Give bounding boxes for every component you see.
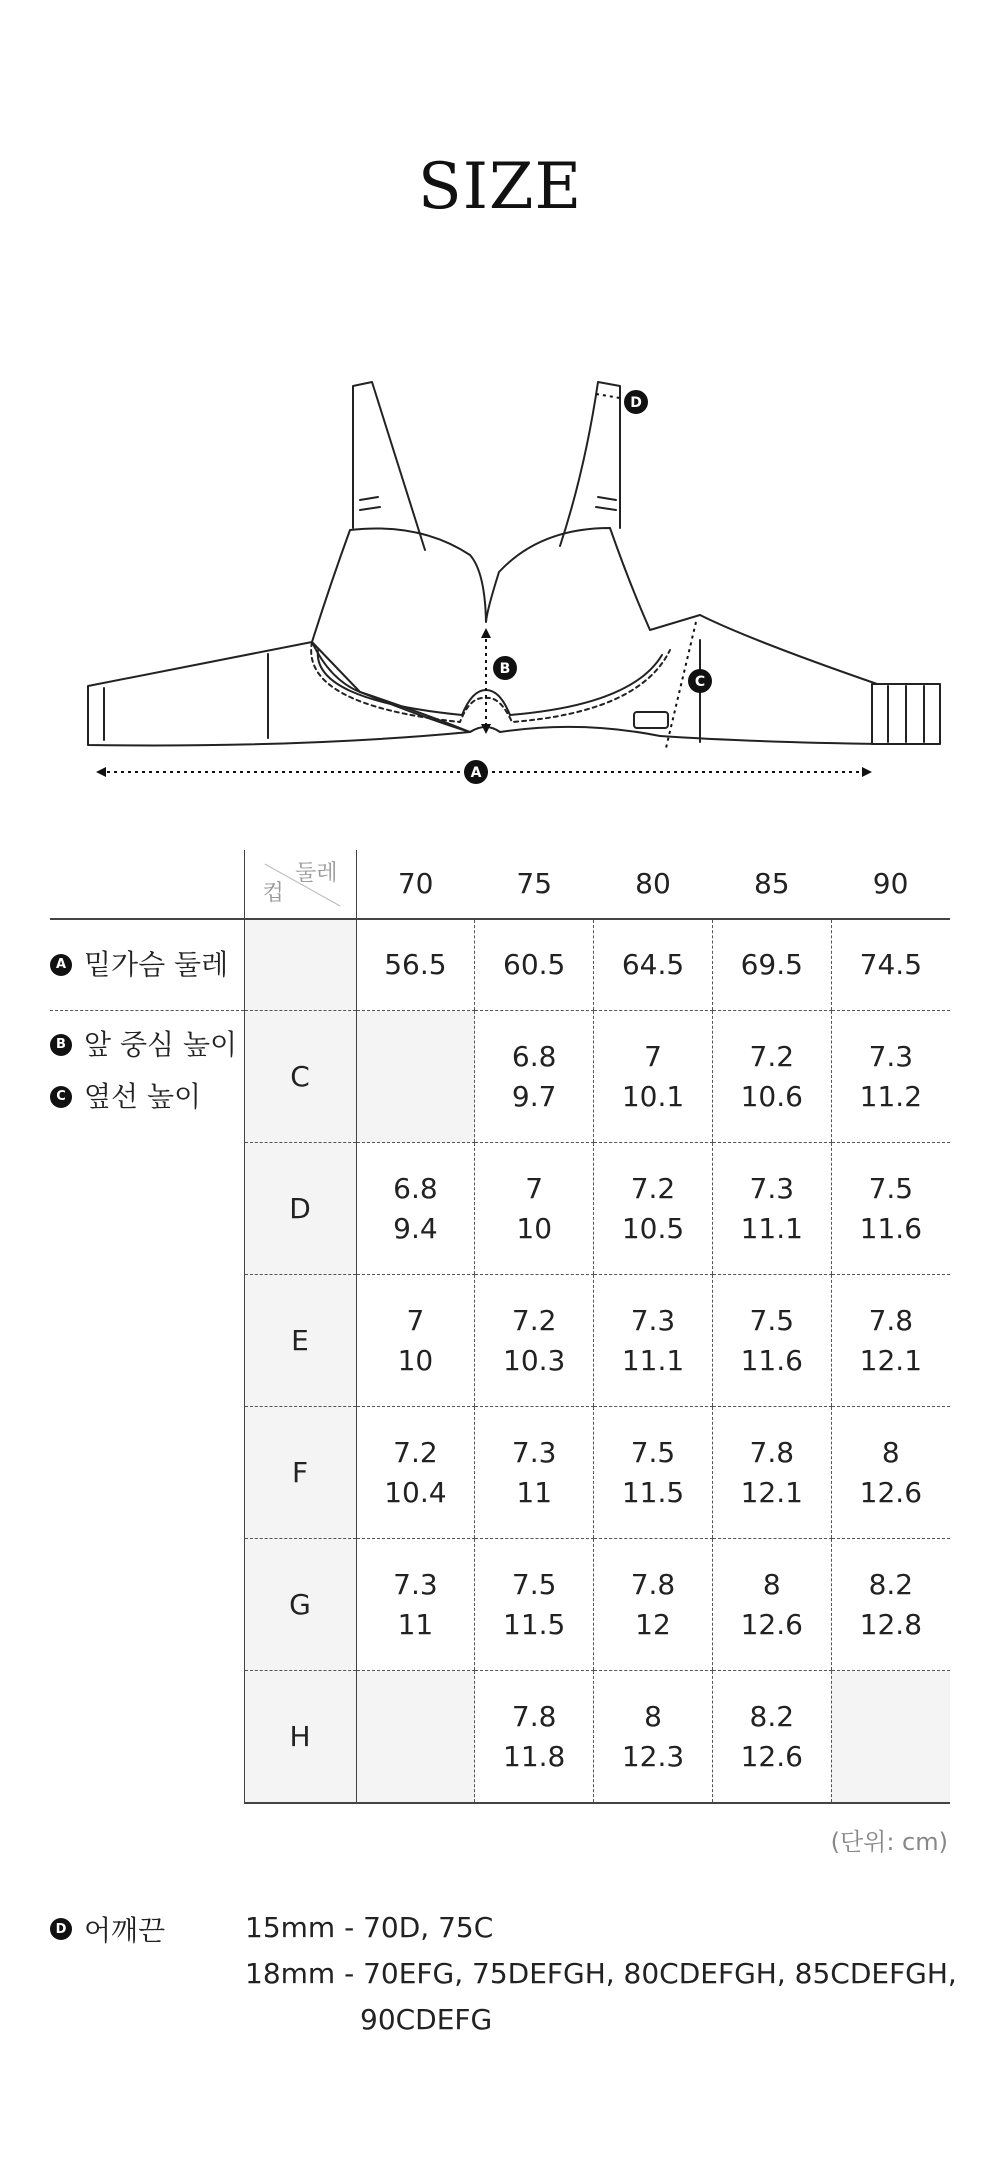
band-header: 70 bbox=[356, 850, 475, 919]
cup-label: F bbox=[244, 1407, 356, 1539]
side-height-value: 12.8 bbox=[859, 1607, 923, 1641]
side-height-value: 11.5 bbox=[621, 1475, 685, 1509]
underbust-value: 64.5 bbox=[594, 919, 713, 1011]
size-cell bbox=[594, 1011, 713, 1143]
center-height-value: 7.8 bbox=[630, 1567, 676, 1601]
empty-cell bbox=[356, 1011, 475, 1143]
unit-note: (단위: cm) bbox=[830, 1828, 948, 1856]
center-height-value: 7.8 bbox=[868, 1303, 914, 1337]
side-height-value: 11.8 bbox=[503, 1739, 566, 1773]
center-height-value: 7.3 bbox=[511, 1435, 557, 1469]
side-height-value: 10 bbox=[397, 1343, 434, 1377]
header-blank bbox=[50, 850, 244, 919]
center-height-value: 7.2 bbox=[393, 1435, 438, 1469]
underbust-label-cell bbox=[50, 919, 244, 1011]
underbust-value: 74.5 bbox=[831, 919, 950, 1011]
marker-a-icon: A bbox=[50, 954, 72, 976]
center-height-value: 7.2 bbox=[511, 1303, 557, 1337]
center-height-value: 7.5 bbox=[868, 1171, 914, 1205]
size-cell bbox=[712, 1539, 831, 1671]
side-height-value: 11.5 bbox=[503, 1607, 566, 1641]
size-cell bbox=[475, 1011, 594, 1143]
band-header: 75 bbox=[475, 850, 594, 919]
cup-label: H bbox=[244, 1671, 356, 1804]
center-height-value: 7.8 bbox=[749, 1435, 795, 1469]
side-height-value: 10 bbox=[516, 1211, 553, 1245]
strap-width-list bbox=[245, 1905, 965, 2043]
size-cell bbox=[831, 1143, 950, 1275]
bra-measurement-diagram bbox=[0, 360, 1000, 800]
empty-cell bbox=[356, 1671, 475, 1804]
marker-d-icon: D bbox=[50, 1918, 72, 1940]
size-cell bbox=[356, 1539, 475, 1671]
cup-row-c bbox=[50, 1011, 950, 1143]
underbust-cup-cell bbox=[244, 919, 356, 1011]
underbust-label bbox=[50, 945, 244, 985]
center-height-value: 7.8 bbox=[511, 1699, 557, 1733]
underbust-value: 60.5 bbox=[475, 919, 594, 1011]
center-height-value: 7.3 bbox=[393, 1567, 438, 1601]
side-height-value: 12.6 bbox=[740, 1607, 803, 1641]
table-header-row bbox=[50, 850, 950, 919]
underbust-row bbox=[50, 919, 950, 1011]
center-height-value: 7.2 bbox=[749, 1039, 795, 1073]
center-height-value: 8 bbox=[644, 1699, 662, 1733]
size-cell bbox=[475, 1671, 594, 1804]
strap-width-line: 90CDEFG bbox=[360, 2003, 493, 2036]
side-height-value: 11.1 bbox=[740, 1211, 803, 1245]
side-height-value: 11 bbox=[516, 1475, 553, 1509]
size-cell bbox=[594, 1143, 713, 1275]
marker-c-letter: C bbox=[694, 674, 706, 690]
center-height-value: 7 bbox=[406, 1303, 425, 1337]
size-cell bbox=[712, 1011, 831, 1143]
center-height-value: 7.3 bbox=[749, 1171, 795, 1205]
size-cell bbox=[594, 1671, 713, 1804]
size-cell bbox=[712, 1275, 831, 1407]
size-cell bbox=[475, 1539, 594, 1671]
center-height-value: 7.3 bbox=[868, 1039, 914, 1073]
size-cell bbox=[356, 1143, 475, 1275]
cup-label: C bbox=[244, 1011, 356, 1143]
size-cell bbox=[831, 1407, 950, 1539]
cup-label: E bbox=[244, 1275, 356, 1407]
center-height-value: 7.3 bbox=[630, 1303, 676, 1337]
side-height-label bbox=[50, 1077, 244, 1117]
underbust-value: 69.5 bbox=[712, 919, 831, 1011]
side-height-value: 12.1 bbox=[740, 1475, 803, 1509]
side-height-value: 10.3 bbox=[503, 1343, 566, 1377]
side-height-value: 11.6 bbox=[859, 1211, 923, 1245]
side-height-value: 12.1 bbox=[859, 1343, 923, 1377]
band-header: 85 bbox=[712, 850, 831, 919]
strap-width-line: 18mm - 70EFG, 75DEFGH, 80CDEFGH, 85CDEFGH, bbox=[245, 1957, 957, 1990]
side-height-value: 10.1 bbox=[621, 1079, 685, 1113]
side-height-value: 10.6 bbox=[740, 1079, 803, 1113]
center-height-value: 7.5 bbox=[630, 1435, 676, 1469]
side-height-value: 9.4 bbox=[393, 1211, 438, 1245]
center-height-value: 8.2 bbox=[868, 1567, 914, 1601]
side-height-value: 12 bbox=[635, 1607, 671, 1641]
size-cell bbox=[831, 1275, 950, 1407]
right-strap bbox=[560, 382, 620, 546]
side-height-value: 10.4 bbox=[384, 1475, 447, 1509]
size-table bbox=[50, 850, 950, 1804]
strap-label bbox=[50, 1909, 165, 1949]
side-height-label-text: 옆선 높이 bbox=[84, 1080, 202, 1113]
marker-c-icon: C bbox=[50, 1086, 72, 1108]
center-height-value: 6.8 bbox=[393, 1171, 438, 1205]
left-strap bbox=[353, 382, 425, 550]
size-cell bbox=[831, 1011, 950, 1143]
size-cell bbox=[356, 1275, 475, 1407]
marker-d-letter: D bbox=[630, 395, 642, 411]
side-height-value: 9.7 bbox=[511, 1079, 557, 1113]
side-height-value: 10.5 bbox=[621, 1211, 685, 1245]
empty-cell bbox=[831, 1671, 950, 1804]
side-height-value: 11.6 bbox=[740, 1343, 803, 1377]
strap-width-line: 15mm - 70D, 75C bbox=[245, 1911, 494, 1944]
underbust-label-text: 밑가슴 둘레 bbox=[84, 948, 229, 981]
center-height-value: 8.2 bbox=[749, 1699, 795, 1733]
center-height-value: 7.2 bbox=[630, 1171, 676, 1205]
center-height-value: 7.5 bbox=[511, 1567, 557, 1601]
strap-label-text: 어깨끈 bbox=[84, 1914, 166, 1947]
size-cell bbox=[475, 1275, 594, 1407]
size-cell bbox=[712, 1407, 831, 1539]
page-title: SIZE bbox=[417, 150, 583, 224]
side-height-value: 12.6 bbox=[740, 1739, 803, 1773]
side-height-value: 11 bbox=[397, 1607, 434, 1641]
marker-a-letter: A bbox=[470, 765, 482, 781]
size-cell bbox=[712, 1671, 831, 1804]
size-cell bbox=[594, 1539, 713, 1671]
size-cell bbox=[594, 1407, 713, 1539]
header-corner-cell bbox=[244, 850, 356, 919]
underbust-value: 56.5 bbox=[356, 919, 475, 1011]
marker-b-icon: B bbox=[50, 1034, 72, 1056]
care-label bbox=[634, 712, 668, 728]
measure-d-line bbox=[596, 394, 620, 398]
size-cell bbox=[475, 1143, 594, 1275]
size-cell bbox=[594, 1275, 713, 1407]
side-height-value: 12.6 bbox=[859, 1475, 923, 1509]
side-height-value: 12.3 bbox=[621, 1739, 685, 1773]
size-cell bbox=[356, 1407, 475, 1539]
band-axis-label: 둘레 bbox=[294, 861, 338, 886]
center-height-label bbox=[50, 1025, 244, 1065]
size-cell bbox=[712, 1143, 831, 1275]
band-header: 80 bbox=[594, 850, 713, 919]
size-cell bbox=[831, 1539, 950, 1671]
center-height-value: 7 bbox=[644, 1039, 662, 1073]
size-cell bbox=[475, 1407, 594, 1539]
cup-measure-label-cell bbox=[50, 1011, 244, 1804]
left-band-outline bbox=[88, 642, 470, 745]
band-header: 90 bbox=[831, 850, 950, 919]
center-height-value: 6.8 bbox=[511, 1039, 557, 1073]
side-height-value: 11.2 bbox=[859, 1079, 923, 1113]
side-height-value: 11.1 bbox=[621, 1343, 685, 1377]
marker-b-letter: B bbox=[499, 661, 511, 677]
center-height-label-text: 앞 중심 높이 bbox=[84, 1028, 238, 1061]
center-height-value: 8 bbox=[881, 1435, 900, 1469]
cup-label: G bbox=[244, 1539, 356, 1671]
center-height-value: 7.5 bbox=[749, 1303, 795, 1337]
center-height-value: 8 bbox=[762, 1567, 781, 1601]
center-height-value: 7 bbox=[525, 1171, 544, 1205]
cup-label: D bbox=[244, 1143, 356, 1275]
cup-axis-label: 컵 bbox=[262, 881, 284, 906]
